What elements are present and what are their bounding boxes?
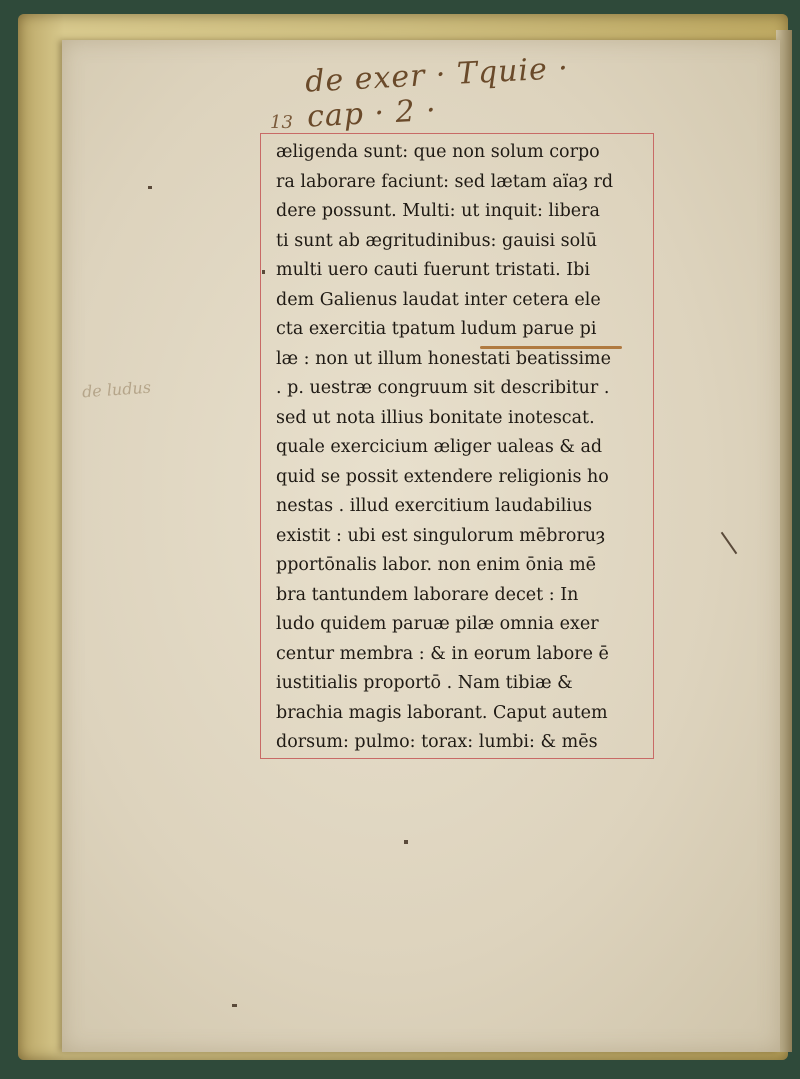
ink-speck (232, 1004, 237, 1007)
ink-speck (404, 840, 408, 844)
text-line: existit : ubi est singulorum mēbroruȝ (276, 525, 606, 546)
text-line: ra laborare faciunt: sed lætam aïaȝ rd (276, 171, 614, 192)
text-line: dorsum: pulmo: torax: lumbi: & mēs (276, 732, 598, 752)
text-line: pportōnalis labor. non enim ōnia mē (276, 555, 597, 575)
text-line: cta exercitia tpatum ludum parue pi (276, 319, 597, 339)
ink-speck (148, 186, 152, 189)
text-line: . p. uestræ congruum sit describitur . (276, 378, 610, 398)
ink-speck (262, 270, 265, 274)
page-number: 13 (270, 112, 293, 133)
printed-text (276, 138, 656, 758)
text-line: nestas . illud exercitium laudabilius (276, 496, 593, 516)
text-line: quid se possit extendere religionis ho (276, 466, 609, 487)
text-line: bra tantundem laborare decet : In (276, 584, 579, 605)
text-line: dere possunt. Multi: ut inquit: libera (276, 201, 600, 221)
text-line: læ : non ut illum honestati beatissime (276, 348, 611, 369)
margin-note: de ludus (81, 377, 152, 402)
text-line: dem Galienus laudat inter cetera ele (276, 289, 601, 310)
handwritten-heading: de exer · Tquie · cap · 2 · (304, 50, 570, 135)
text-line: æligenda sunt: que non solum corpo (276, 142, 600, 162)
text-line: multi uero cauti fuerunt tristati. Ibi (276, 260, 590, 280)
text-line: iustitialis proportō . Nam tibiæ & (276, 673, 573, 693)
text-line: brachia magis laborant. Caput autem (276, 702, 608, 723)
text-line: ti sunt ab ægritudinibus: gauisi solū (276, 230, 598, 251)
text-line: ludo quidem paruæ pilæ omnia exer (276, 614, 599, 634)
text-line: sed ut nota illius bonitate inotescat. (276, 407, 595, 428)
text-line: centur membra : & in eorum labore ē (276, 643, 609, 664)
text-line: quale exercicium æliger ualeas & ad (276, 437, 603, 457)
